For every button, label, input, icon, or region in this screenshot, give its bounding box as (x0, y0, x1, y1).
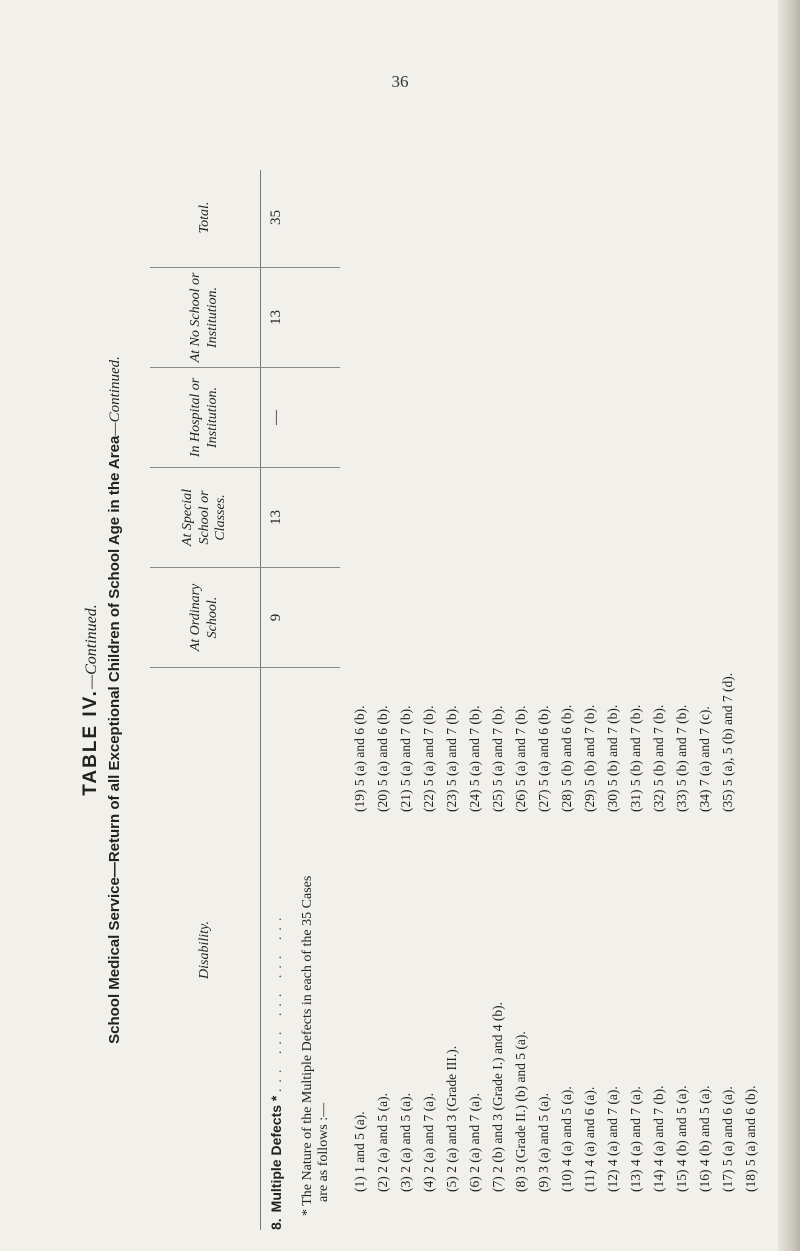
case-item: (14) 4 (a) and 7 (b). (651, 1085, 666, 1192)
defect-row-values (268, 170, 298, 1230)
footnote-line: * The Nature of the Multiple Defects in each of the 35 Cases (300, 875, 315, 1216)
case-item: (24) 5 (a) and 7 (b). (467, 705, 482, 812)
case-item: (23) 5 (a) and 7 (b). (444, 705, 459, 812)
case-item: (29) 5 (b) and 7 (b). (582, 704, 597, 812)
page-number: 36 (391, 72, 409, 91)
rotated-table-area (80, 170, 758, 1230)
case-item: (31) 5 (b) and 7 (b). (628, 704, 643, 812)
case-item: (4) 2 (a) and 7 (a). (421, 1093, 436, 1192)
case-item: (2) 2 (a) and 5 (a). (375, 1093, 390, 1192)
page-edge-shadow (778, 0, 800, 1251)
table-label-continued: —Continued. (83, 604, 100, 690)
column-headers (150, 170, 261, 1230)
case-item: (8) 3 (Grade II.) (b) and 5 (a). (513, 1031, 528, 1192)
case-list-right-column (348, 312, 739, 812)
footnote-line: are as follows :— (316, 1102, 331, 1202)
case-item: (32) 5 (b) and 7 (b). (651, 704, 666, 812)
table-title-block (80, 170, 124, 1230)
case-item: (15) 4 (b) and 5 (a). (674, 1085, 689, 1192)
value-special-school: 13 (268, 510, 284, 525)
case-item: (10) 4 (a) and 5 (a). (559, 1086, 574, 1192)
case-item: (9) 3 (a) and 5 (a). (536, 1093, 551, 1192)
case-item: (21) 5 (a) and 7 (b). (398, 705, 413, 812)
case-item: (3) 2 (a) and 5 (a). (398, 1093, 413, 1192)
header-hospital: In Hospital or Institution. (188, 377, 220, 458)
case-item: (11) 4 (a) and 6 (a). (582, 1086, 597, 1192)
case-item: (35) 5 (a), 5 (b) and 7 (d). (720, 672, 735, 812)
table-subtitle (106, 170, 124, 1230)
case-item: (34) 7 (a) and 7 (c). (697, 706, 712, 812)
case-item: (28) 5 (b) and 6 (b). (559, 704, 574, 812)
table-title (80, 170, 102, 1230)
column-divider (150, 367, 340, 368)
column-divider (150, 567, 340, 568)
case-item: (25) 5 (a) and 7 (b). (490, 705, 505, 812)
case-item: (5) 2 (a) and 3 (Grade III.). (444, 1045, 459, 1192)
value-ordinary-school: 9 (268, 613, 284, 622)
case-item: (12) 4 (a) and 7 (a). (605, 1086, 620, 1192)
case-item: (16) 4 (b) and 5 (a). (697, 1085, 712, 1192)
defects-table (150, 170, 758, 1230)
value-total: 35 (268, 210, 284, 225)
footnote (300, 736, 332, 1216)
leader-dots: ... ... ... ... ... (270, 911, 285, 1093)
case-item: (13) 4 (a) and 7 (a). (628, 1086, 643, 1192)
header-no-school: At No School or Institution. (188, 272, 220, 363)
header-ordinary-school: At Ordinary School. (188, 583, 220, 652)
case-item: (20) 5 (a) and 6 (b). (375, 705, 390, 812)
column-divider (150, 267, 340, 268)
defect-name: Multiple Defects * (268, 1095, 284, 1213)
value-no-school: 13 (268, 310, 284, 325)
header-total: Total. (196, 201, 212, 234)
case-item: (33) 5 (b) and 7 (b). (674, 704, 689, 812)
table-subtitle-text: School Medical Service—Return of all Exceptional Children of School Age in the Area (106, 435, 123, 1044)
column-divider (150, 667, 340, 668)
table-subtitle-continued: —Continued. (107, 356, 123, 436)
case-item: (6) 2 (a) and 7 (a). (467, 1093, 482, 1192)
case-item: (1) 1 and 5 (a). (352, 1111, 367, 1192)
column-divider (150, 467, 340, 468)
case-item: (27) 5 (a) and 6 (b). (536, 705, 551, 812)
case-item: (17) 5 (a) and 6 (a). (720, 1086, 735, 1192)
header-disability: Disability. (196, 921, 212, 979)
case-item: (7) 2 (b) and 3 (Grade I.) and 4 (b). (490, 1001, 505, 1192)
case-item: (22) 5 (a) and 7 (b). (421, 705, 436, 812)
value-hospital: — (268, 410, 284, 425)
case-item: (26) 5 (a) and 7 (b). (513, 705, 528, 812)
case-item: (30) 5 (b) and 7 (b). (605, 704, 620, 812)
table-label: TABLE IV. (80, 689, 101, 796)
defect-number: 8. (268, 1218, 284, 1230)
header-special-school: At Special School or Classes. (179, 488, 229, 547)
case-item: (19) 5 (a) and 6 (b). (352, 705, 367, 812)
case-item: (18) 5 (a) and 6 (b). (743, 1085, 758, 1192)
